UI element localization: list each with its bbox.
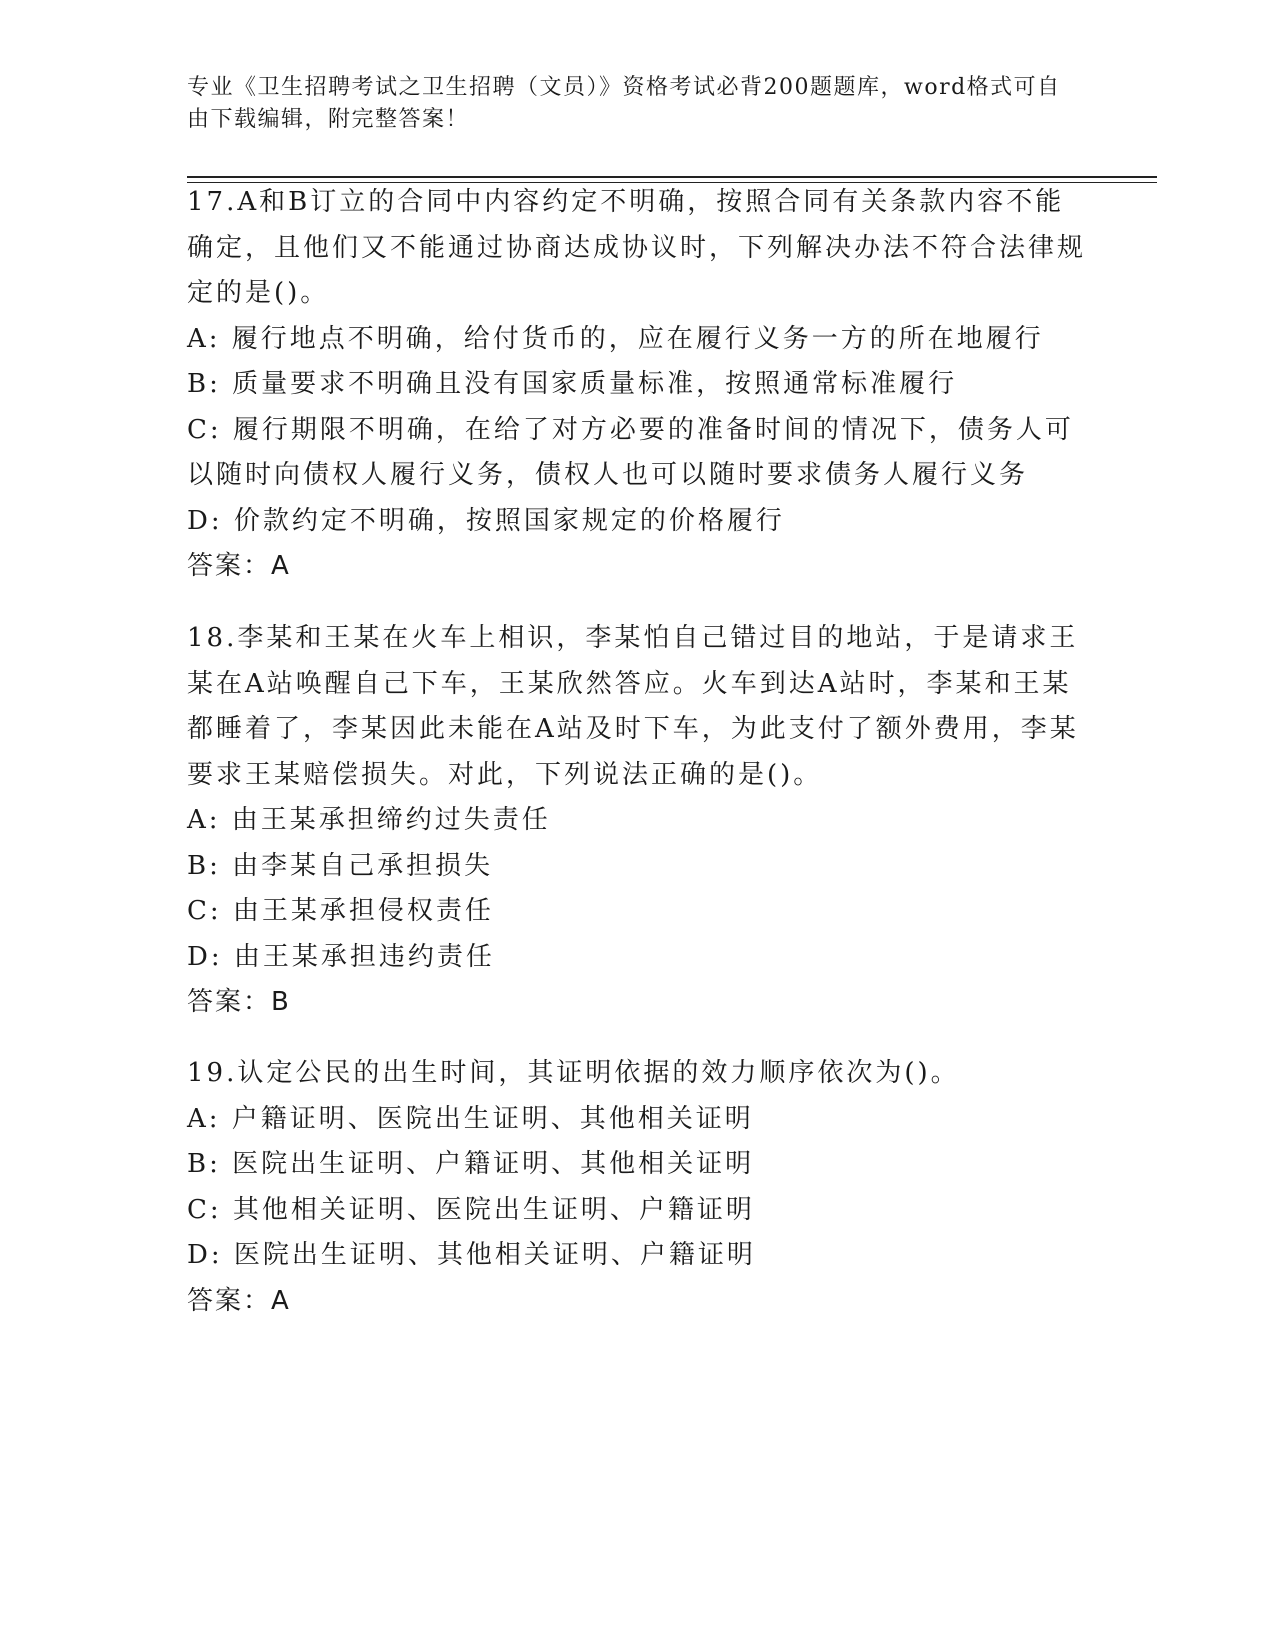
option-a: A: 履行地点不明确，给付货币的，应在履行义务一方的所在地履行 [187, 323, 1044, 354]
question-stem: 19.认定公民的出生时间，其证明依据的效力顺序依次为()。 [187, 1058, 960, 1088]
option-c: C: 其他相关证明、医院出生证明、户籍证明 [187, 1194, 755, 1225]
question-17 [187, 180, 1087, 590]
question-stem: 18.李某和王某在火车上相识，李某怕自己错过目的地站，于是请求王某在A站唤醒自己下车，王某欣然答应。火车到达A站时，李某和王某都睡着了，李某因此未能在A站及时下车，为此支付了额外费用，李某要求王某赔偿损失。对此，下列说法正确的是()。 [187, 623, 1079, 790]
header-divider-thick [187, 176, 1157, 178]
option-c: C: 由王某承担侵权责任 [187, 896, 494, 926]
question-19 [187, 1051, 1087, 1324]
answer-label: 答案：A [187, 551, 291, 581]
option-d: D: 医院出生证明、其他相关证明、户籍证明 [187, 1240, 756, 1270]
answer-label: 答案：A [187, 1285, 291, 1316]
option-b: B: 由李某自己承担损失 [187, 850, 494, 881]
question-18 [187, 616, 1087, 1026]
option-d: D: 价款约定不明确，按照国家规定的价格履行 [187, 505, 785, 536]
option-c: C: 履行期限不明确，在给了对方必要的准备时间的情况下，债务人可以随时向债权人履行义务，债权人也可以随时要求债务人履行义务 [187, 414, 1074, 490]
answer-label: 答案：B [187, 987, 291, 1017]
document-header: 专业《卫生招聘考试之卫生招聘（文员）》资格考试必背200题题库，word格式可自由下载编辑，附完整答案！ [187, 75, 1061, 132]
option-a: A: 户籍证明、医院出生证明、其他相关证明 [187, 1103, 754, 1134]
option-a: A: 由王某承担缔约过失责任 [187, 805, 551, 835]
option-b: B: 医院出生证明、户籍证明、其他相关证明 [187, 1149, 755, 1179]
question-stem: 17.A和B订立的合同中内容约定不明确，按照合同有关条款内容不能确定，且他们又不能通过协商达成协议时，下列解决办法不符合法律规定的是()。 [187, 187, 1087, 308]
option-d: D: 由王某承担违约责任 [187, 941, 495, 972]
option-b: B: 质量要求不明确且没有国家质量标准，按照通常标准履行 [187, 369, 958, 399]
